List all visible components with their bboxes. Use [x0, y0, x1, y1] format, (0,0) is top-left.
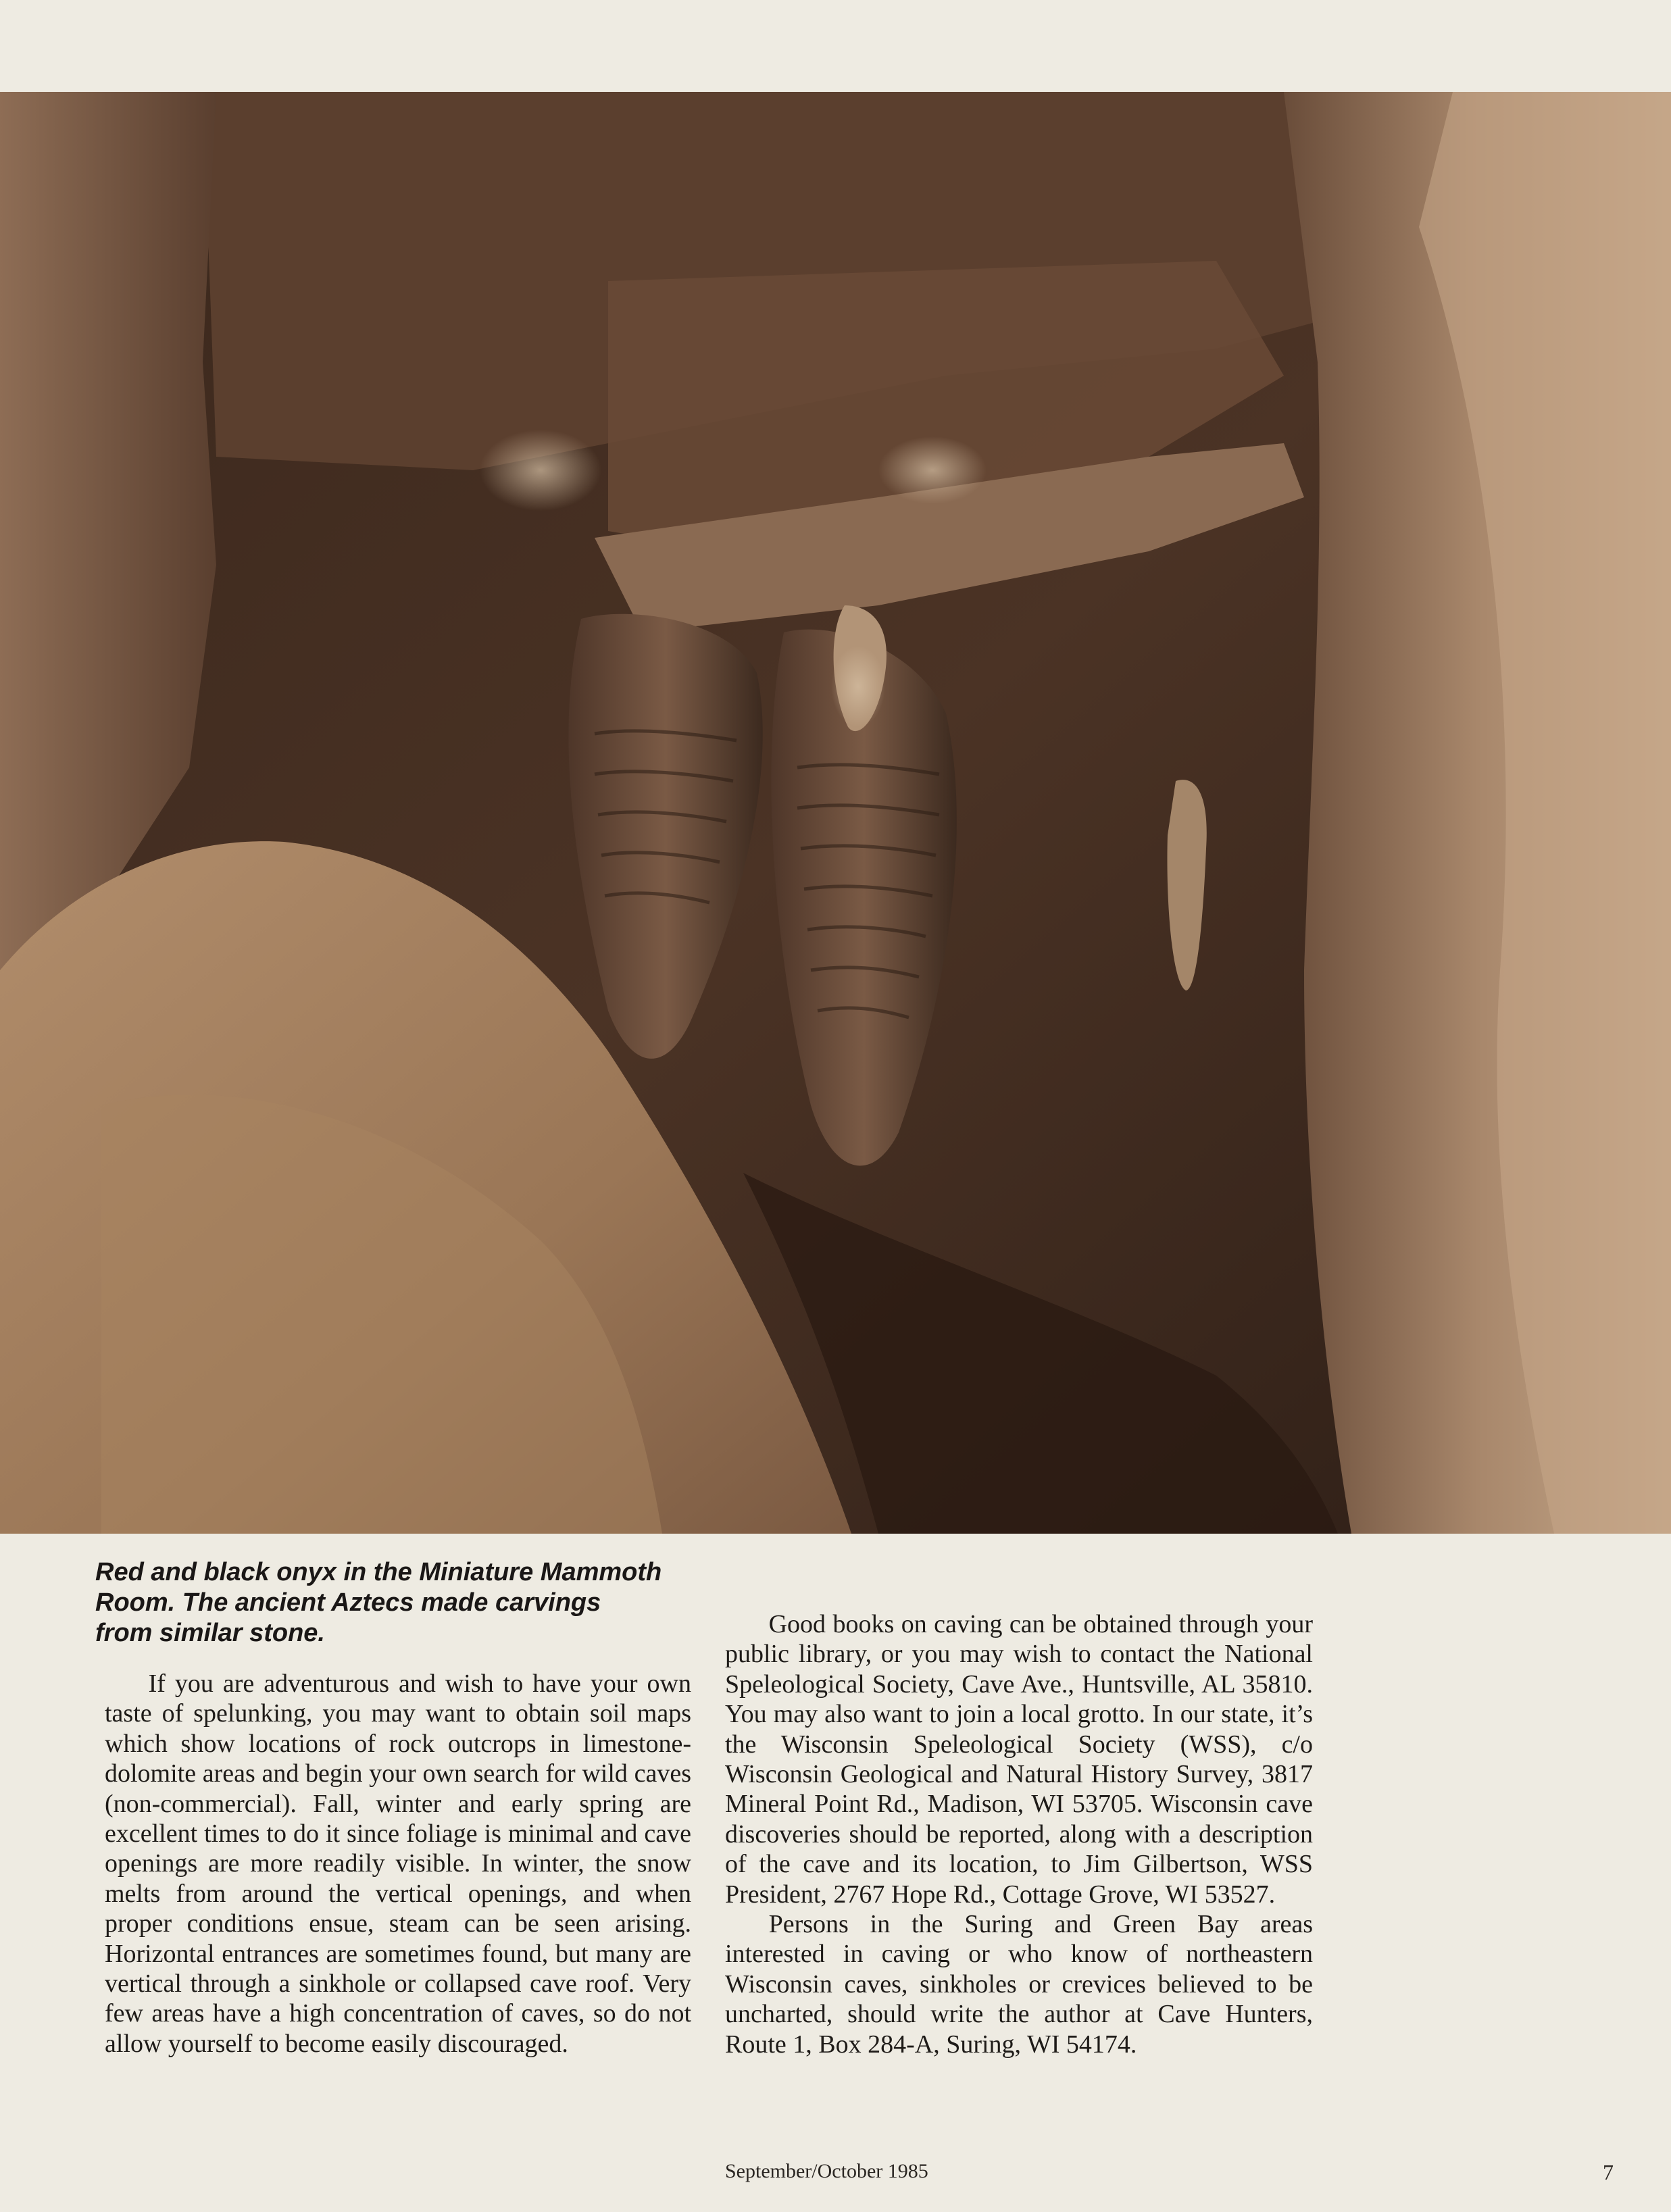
- photo-caption: Red and black onyx in the Miniature Mammoth Room. The ancient Aztecs made carvings from similar stone.: [95, 1558, 662, 1647]
- issue-date-footer: September/October 1985: [725, 2160, 928, 2182]
- body-paragraph: If you are adventurous and wish to have your own taste of spelunking, you may want to obtain soil maps which show locations of rock outcrops in limestone-dolomite areas and begin your own search for wild caves (non-commercial). Fall, winter and early spring are excellent times to do it since foliage is minimal and cave openings are more readily visible. In winter, the snow melts from around the vertical openings, and when proper conditions ensue, steam can be seen arising. Horizontal entrances are sometimes found, but many are vertical through a sinkhole or collapsed cave roof. Very few areas have a high concentration of caves, so do not allow yourself to become easily discouraged.: [105, 1669, 691, 2058]
- right-article-column: [725, 1609, 1313, 2059]
- cave-photo: [0, 92, 1671, 1534]
- body-paragraph: Persons in the Suring and Green Bay areas interested in caving or who know of northeastern Wisconsin caves, sinkholes or crevices believed to be uncharted, should write the author at Cave Hunters, Route 1, Box 284-A, Suring, WI 54174.: [725, 1910, 1313, 2059]
- cave-photo-illustration: [0, 92, 1671, 1534]
- body-paragraph: Good books on caving can be obtained through your public library, or you may wish to contact the National Speleological Society, Cave Ave., Huntsville, AL 35810. You may also want to join a local grotto. In our state, it’s the Wisconsin Speleological Society (WSS), c/o Wisconsin Geological and Natural History Survey, 3817 Mineral Point Rd., Madison, WI 53705. Wisconsin cave discoveries should be reported, along with a description of the cave and its location, to Jim Gilbertson, WSS President, 2767 Hope Rd., Cottage Grove, WI 53527.: [725, 1610, 1313, 1909]
- page-number: 7: [1603, 2160, 1614, 2184]
- left-article-column: [105, 1669, 691, 2059]
